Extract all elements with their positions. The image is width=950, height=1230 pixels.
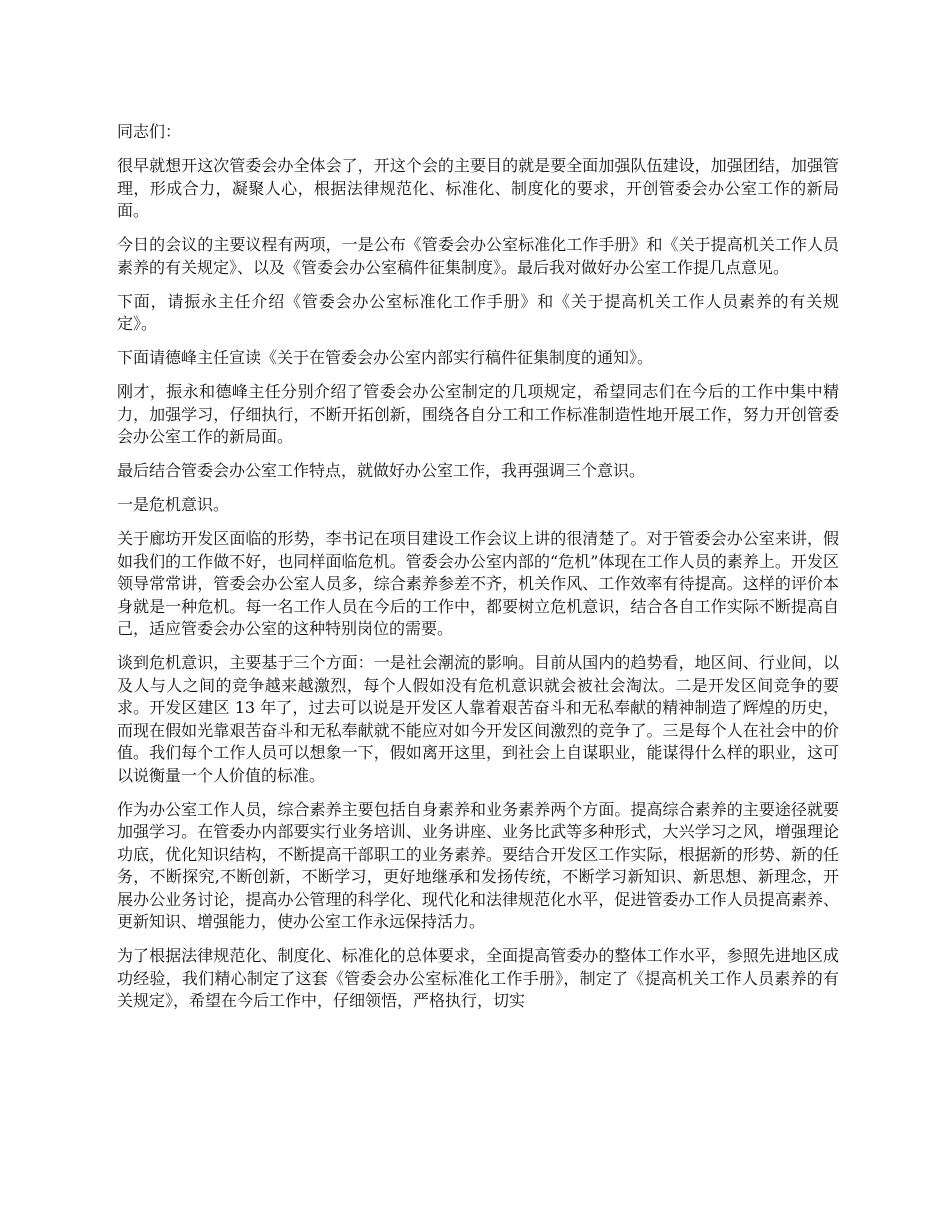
paragraph-6: 最后结合管委会办公室工作特点，就做好办公室工作，我再强调三个意识。: [117, 461, 646, 480]
paragraph-11: 为了根据法律规范化、制度化、标准化的总体要求，全面提高管委办的整体工作水平，参照先进地区成功经验，我们精心制定了这套《管委会办公室标准化工作手册》，制定了《提高机关工作人员素养的有关规定》，希望在今后工作中，仔细领悟，严格执行，切实: [117, 946, 839, 1010]
document-body: [117, 121, 839, 1024]
paragraph-8: 关于廊坊开发区面临的形势，李书记在项目建设工作会议上讲的很清楚了。对于管委会办公室来讲，假如我们的工作做不好，也同样面临危机。管委会办公室内部的“危机”体现在工作人员的素养上。开发区领导常常讲，管委会办公室人员多，综合素养参差不齐，机关作风、工作效率有待提高。这样的评价本身就是一种危机。每一名工作人员在今后的工作中，都要树立危机意识，结合各自工作实际不断提高自己，适应管委会办公室的这种特别岗位的需要。: [117, 529, 839, 638]
paragraph-10: 作为办公室工作人员，综合素养主要包括自身素养和业务素养两个方面。提高综合素养的主要途径就要加强学习。在管委办内部要实行业务培训、业务讲座、业务比武等多种形式，大兴学习之风，增强理论功底，优化知识结构，不断提高干部职工的业务素养。要结合开发区工作实际，根据新的形势、新的任务，不断探究,不断创新，不断学习，更好地继承和发扬传统，不断学习新知识、新思想、新理念，开展办公业务讨论，提高办公管理的科学化、现代化和法律规范化水平，促进管委办工作人员提高素养、更新知识、增强能力，使办公室工作永远保持活力。: [117, 799, 839, 931]
paragraph-2: 今日的会议的主要议程有两项，一是公布《管委会办公室标准化工作手册》和《关于提高机关工作人员素养的有关规定》、以及《管委会办公室稿件征集制度》。最后我对做好办公室工作提几点意见。: [117, 235, 839, 277]
paragraph-3: 下面，请振永主任介绍《管委会办公室标准化工作手册》和《关于提高机关工作人员素养的有关规定》。: [117, 291, 839, 333]
paragraph-4: 下面请德峰主任宣读《关于在管委会办公室内部实行稿件征集制度的通知》。: [117, 348, 654, 367]
section-heading-crisis-awareness: 一是危机意识。: [117, 495, 230, 514]
paragraph-1: 很早就想开这次管委会办全体会了，开这个会的主要目的就是要全面加强队伍建设，加强团结，加强管理，形成合力，凝聚人心，根据法律规范化、标准化、制度化的要求，开创管委会办公室工作的新局面。: [117, 156, 839, 220]
paragraph-5: 刚才，振永和德峰主任分别介绍了管委会办公室制定的几项规定，希望同志们在今后的工作中集中精力，加强学习，仔细执行，不断开拓创新，围绕各自分工和工作标准制造性地开展工作，努力开创管委会办公室工作的新局面。: [117, 382, 839, 446]
salutation: 同志们：: [117, 122, 182, 141]
paragraph-9: 谈到危机意识，主要基于三个方面：一是社会潮流的影响。目前从国内的趋势看，地区间、行业间，以及人与人之间的竞争越来越激烈，每个人假如没有危机意识就会被社会淘汰。二是开发区间竞争的要求。开发区建区 13 年了，过去可以说是开发区人靠着艰苦奋斗和无私奉献的精神制造了辉煌的历史，而现在假如光靠艰苦奋斗和无私奉献就不能应对如今开发区间激烈的竞争了。三是每个人在社会中的价值。我们每个工作人员可以想象一下，假如离开这里，到社会上自谋职业，能谋得什么样的职业，这可以说衡量一个人价值的标准。: [117, 653, 839, 785]
